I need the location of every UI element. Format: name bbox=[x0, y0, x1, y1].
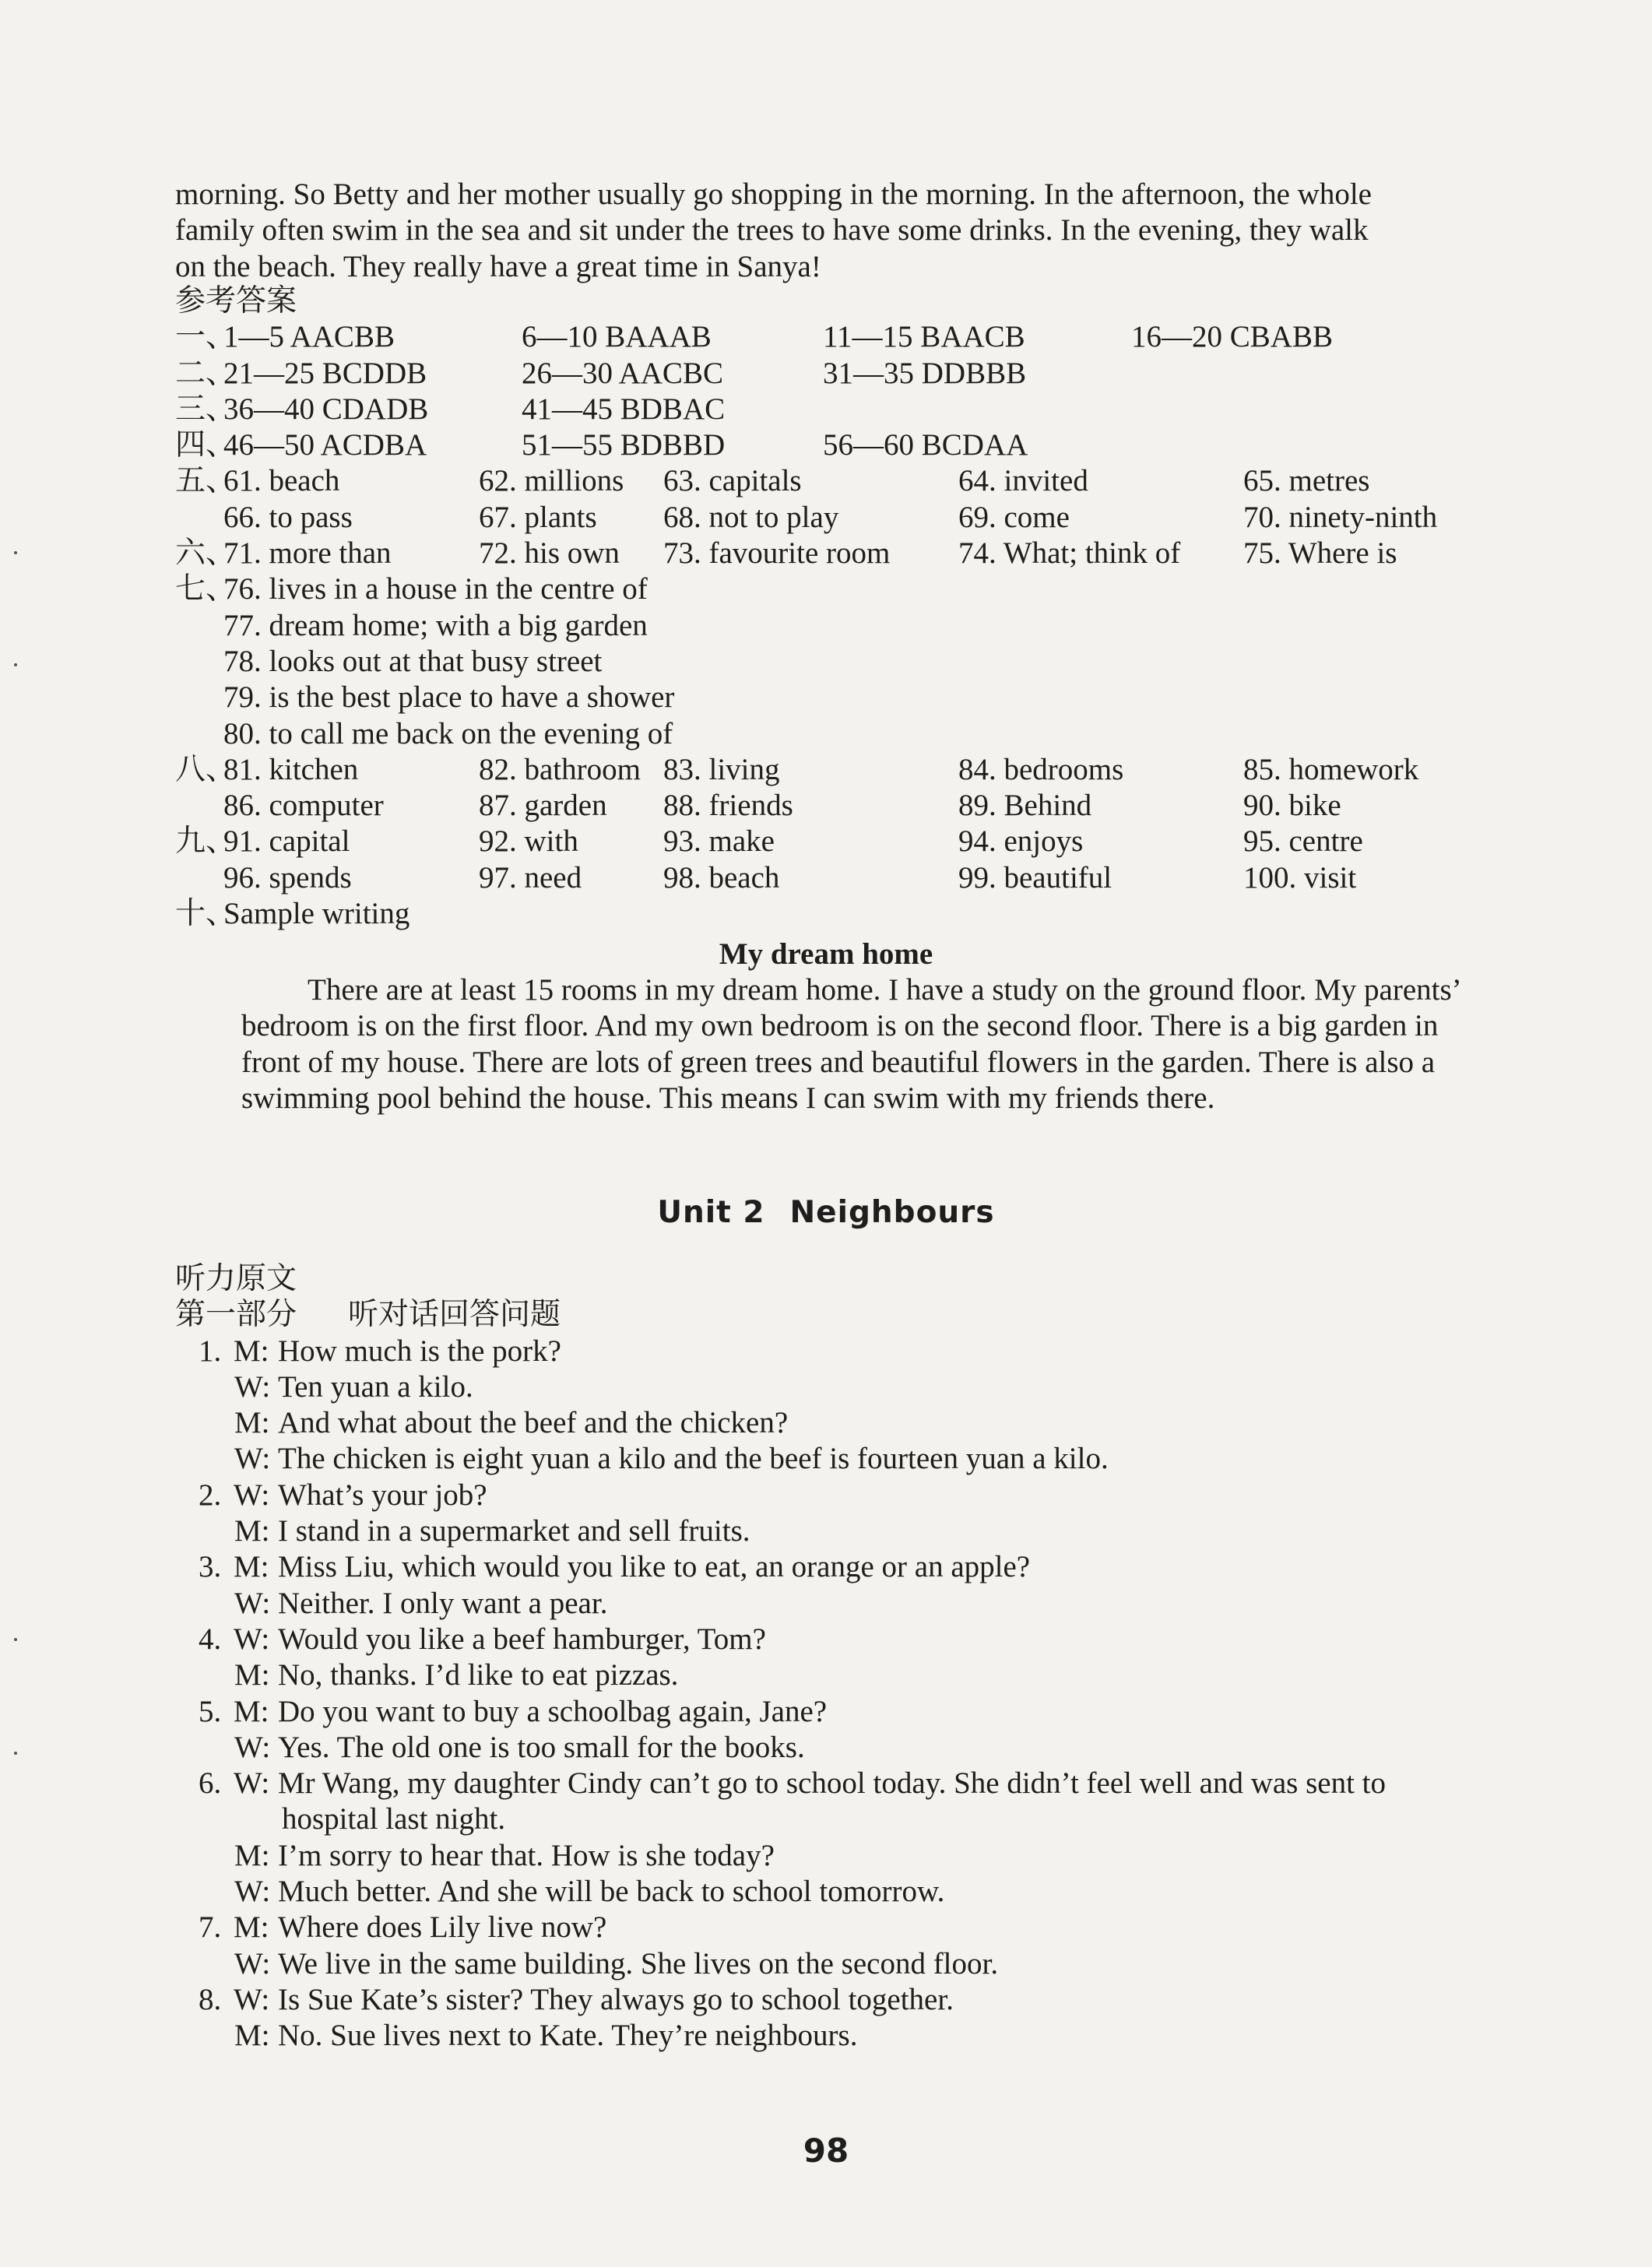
scan-mark bbox=[14, 551, 17, 554]
speaker-label: W: bbox=[234, 1766, 270, 1801]
answer-cell: 36—40 CDADB bbox=[223, 392, 429, 426]
answer-cell: 96. spends bbox=[223, 860, 352, 894]
answer-cell: 97. need bbox=[479, 860, 582, 894]
answer-cell: 70. ninety-ninth bbox=[1243, 500, 1438, 534]
answer-cell: 41—45 BDBAC bbox=[522, 392, 726, 426]
unit-name: Neighbours bbox=[789, 1195, 995, 1230]
dialogue-number: 3. bbox=[199, 1550, 222, 1584]
answer-cell: Sample writing bbox=[223, 897, 410, 931]
intro-paragraph bbox=[175, 177, 1467, 285]
answer-cell: 71. more than bbox=[223, 536, 392, 571]
answer-cell: 75. Where is bbox=[1243, 536, 1397, 571]
listening-heading: 听力原文 bbox=[175, 1262, 297, 1295]
answer-cell: 65. metres bbox=[1243, 464, 1370, 498]
speaker-label: M: bbox=[234, 1514, 270, 1548]
part-label: 第一部分 bbox=[175, 1298, 297, 1332]
speaker-label: M: bbox=[234, 1658, 270, 1692]
speaker-label: W: bbox=[234, 1875, 271, 1909]
answer-cell: 83. living bbox=[663, 752, 780, 786]
answer-cell: 46—50 ACDBA bbox=[223, 428, 427, 462]
answers-heading: 参考答案 bbox=[175, 284, 297, 318]
dialogue-text: Yes. The old one is too small for the books. bbox=[278, 1730, 805, 1764]
answer-cell: 90. bike bbox=[1243, 789, 1341, 823]
section-label: 九、 bbox=[175, 824, 237, 859]
answer-cell: 94. enjoys bbox=[958, 824, 1084, 859]
answer-cell: 81. kitchen bbox=[223, 752, 359, 786]
answer-cell: 31—35 DDBBB bbox=[823, 356, 1027, 390]
essay-title: My dream home bbox=[719, 937, 933, 971]
answer-cell: 6—10 BAAAB bbox=[522, 320, 712, 354]
unit-heading bbox=[0, 1195, 1652, 1230]
section-label: 一、 bbox=[175, 320, 237, 354]
scan-mark bbox=[14, 1752, 17, 1755]
dialogue-number: 7. bbox=[199, 1910, 222, 1945]
section-label: 四、 bbox=[175, 428, 237, 462]
answer-cell: 67. plants bbox=[479, 500, 597, 534]
essay-body bbox=[241, 972, 1464, 1116]
dialogue-text: How much is the pork? bbox=[278, 1334, 561, 1368]
answer-cell: 91. capital bbox=[223, 824, 350, 859]
answer-cell: 73. favourite room bbox=[663, 536, 891, 571]
answer-cell: 77. dream home; with a big garden bbox=[223, 608, 648, 642]
section-label: 三、 bbox=[175, 392, 237, 426]
dialogue-text: Is Sue Kate’s sister? They always go to school together. bbox=[278, 1982, 954, 2016]
answer-cell: 80. to call me back on the evening of bbox=[223, 716, 673, 750]
answer-cell: 92. with bbox=[479, 824, 578, 859]
answer-cell: 16—20 CBABB bbox=[1131, 320, 1333, 354]
speaker-label: M: bbox=[234, 1334, 269, 1368]
dialogue-number: 1. bbox=[199, 1334, 222, 1368]
answer-cell: 61. beach bbox=[223, 464, 340, 498]
speaker-label: M: bbox=[234, 1910, 269, 1945]
answer-cell: 86. computer bbox=[223, 789, 384, 823]
answer-cell: 98. beach bbox=[663, 860, 780, 894]
dialogue-text: Mr Wang, my daughter Cindy can’t go to school today. She didn’t feel well and was sent to bbox=[278, 1766, 1387, 1801]
speaker-label: M: bbox=[234, 1694, 269, 1728]
dialogue-number: 4. bbox=[199, 1622, 222, 1656]
dialogue-text: We live in the same building. She lives on the second floor. bbox=[278, 1946, 999, 1981]
dialogue-number: 5. bbox=[199, 1694, 222, 1728]
answer-cell: 66. to pass bbox=[223, 500, 353, 534]
answer-cell: 56—60 BCDAA bbox=[823, 428, 1028, 462]
dialogue-text: Much better. And she will be back to school tomorrow. bbox=[278, 1875, 945, 1909]
page-number: 98 bbox=[803, 2132, 849, 2170]
answer-cell: 68. not to play bbox=[663, 500, 839, 534]
answer-cell: 95. centre bbox=[1243, 824, 1363, 859]
answer-cell: 26—30 AACBC bbox=[522, 356, 723, 390]
answer-cell: 84. bedrooms bbox=[958, 752, 1124, 786]
section-label: 七、 bbox=[175, 572, 237, 606]
answer-cell: 11—15 BAACB bbox=[823, 320, 1025, 354]
dialogue-text: No, thanks. I’d like to eat pizzas. bbox=[278, 1658, 679, 1692]
speaker-label: W: bbox=[234, 1622, 270, 1656]
answer-cell: 100. visit bbox=[1243, 860, 1357, 894]
dialogue-text-continued: hospital last night. bbox=[282, 1802, 506, 1836]
answer-cell: 74. What; think of bbox=[958, 536, 1181, 571]
answer-cell: 87. garden bbox=[479, 789, 607, 823]
scan-mark bbox=[14, 663, 17, 666]
answer-cell: 99. beautiful bbox=[958, 860, 1112, 894]
intro-line: morning. So Betty and her mother usually go shopping in the morning. In the afternoon, the whole bbox=[175, 177, 1372, 211]
answer-cell: 21—25 BCDDB bbox=[223, 356, 427, 390]
speaker-label: W: bbox=[234, 1730, 271, 1764]
answer-cell: 1—5 AACBB bbox=[223, 320, 395, 354]
answer-cell: 76. lives in a house in the centre of bbox=[223, 572, 648, 606]
dialogue-text: Neither. I only want a pear. bbox=[278, 1586, 608, 1620]
speaker-label: W: bbox=[234, 1946, 271, 1981]
dialogue-text: Would you like a beef hamburger, Tom? bbox=[278, 1622, 766, 1656]
speaker-label: M: bbox=[234, 1550, 269, 1584]
speaker-label: M: bbox=[234, 1838, 270, 1872]
answer-cell: 78. looks out at that busy street bbox=[223, 644, 603, 678]
dialogue-text: I’m sorry to hear that. How is she today? bbox=[278, 1838, 775, 1872]
speaker-label: M: bbox=[234, 2019, 270, 2053]
scan-mark bbox=[14, 1638, 17, 1641]
section-label: 五、 bbox=[175, 464, 237, 498]
dialogue-text: I stand in a supermarket and sell fruits. bbox=[278, 1514, 750, 1548]
speaker-label: M: bbox=[234, 1406, 270, 1440]
speaker-label: W: bbox=[234, 1586, 271, 1620]
answer-cell: 69. come bbox=[958, 500, 1070, 534]
speaker-label: W: bbox=[234, 1442, 271, 1476]
answer-cell: 51—55 BDBBD bbox=[522, 428, 726, 462]
unit-number: Unit 2 bbox=[657, 1195, 765, 1230]
dialogue-text: What’s your job? bbox=[278, 1478, 487, 1512]
dialogue-text: No. Sue lives next to Kate. They’re neighbours. bbox=[278, 2019, 858, 2053]
answer-cell: 63. capitals bbox=[663, 464, 802, 498]
dialogue-text: Where does Lily live now? bbox=[278, 1910, 607, 1945]
section-label: 二、 bbox=[175, 356, 237, 390]
answer-cell: 93. make bbox=[663, 824, 775, 859]
dialogue-number: 6. bbox=[199, 1766, 222, 1801]
section-label: 八、 bbox=[175, 752, 237, 786]
answer-cell: 88. friends bbox=[663, 789, 793, 823]
intro-line: on the beach. They really have a great time in Sanya! bbox=[175, 249, 821, 283]
answer-cell: 89. Behind bbox=[958, 789, 1092, 823]
answer-cell: 64. invited bbox=[958, 464, 1088, 498]
answer-cell: 85. homework bbox=[1243, 752, 1419, 786]
speaker-label: W: bbox=[234, 1478, 270, 1512]
dialogue-number: 2. bbox=[199, 1478, 222, 1512]
answer-cell: 72. his own bbox=[479, 536, 620, 571]
dialogue-text: And what about the beef and the chicken? bbox=[278, 1406, 789, 1440]
section-label: 六、 bbox=[175, 536, 237, 571]
dialogue-number: 8. bbox=[199, 1982, 222, 2016]
answer-cell: 82. bathroom bbox=[479, 752, 641, 786]
dialogue-text: Ten yuan a kilo. bbox=[278, 1369, 473, 1404]
answer-cell: 62. millions bbox=[479, 464, 624, 498]
intro-line: family often swim in the sea and sit under the trees to have some drinks. In the evening, they walk bbox=[175, 213, 1369, 248]
part-title: 听对话回答问题 bbox=[348, 1298, 561, 1332]
dialogue-text: The chicken is eight yuan a kilo and the beef is fourteen yuan a kilo. bbox=[278, 1442, 1109, 1476]
dialogue-text: Do you want to buy a schoolbag again, Jane? bbox=[278, 1694, 828, 1728]
section-label: 十、 bbox=[175, 897, 237, 931]
answer-cell: 79. is the best place to have a shower bbox=[223, 680, 675, 715]
speaker-label: W: bbox=[234, 1982, 270, 2016]
dialogue-text: Miss Liu, which would you like to eat, an orange or an apple? bbox=[278, 1550, 1031, 1584]
speaker-label: W: bbox=[234, 1369, 271, 1404]
essay-text: There are at least 15 rooms in my dream home. I have a study on the ground floor. My parents’ bedroom is on the first floor. And my own bedroom is on the second floor. There is a big garden in front of my house. There are lots of green trees and beautiful flowers in the garden. There is also a swimming pool behind the house. This means I can swim with my friends there. bbox=[241, 973, 1460, 1115]
